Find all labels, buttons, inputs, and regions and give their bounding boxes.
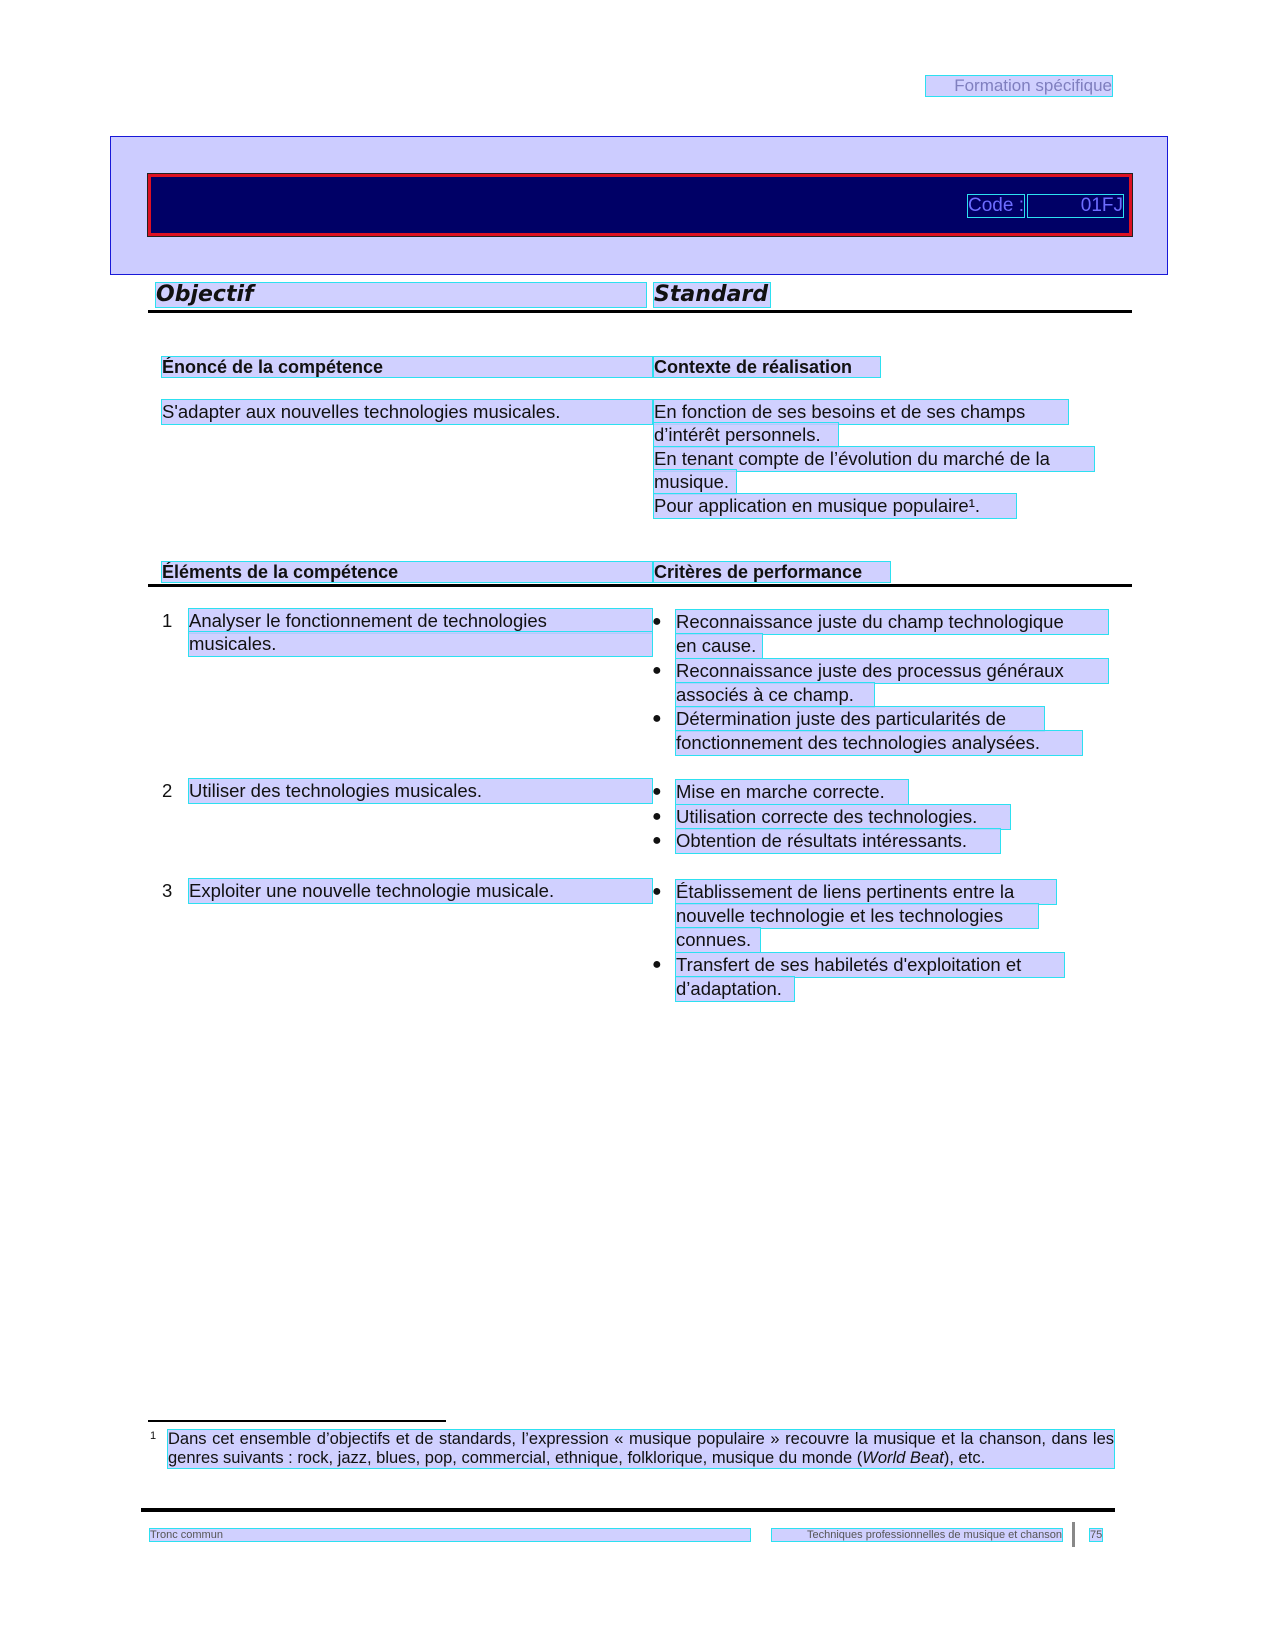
footer-left: Tronc commun — [150, 1529, 750, 1541]
footnote-separator — [148, 1420, 446, 1422]
bullet-icon: ● — [652, 613, 662, 630]
title-rule — [148, 310, 1132, 313]
contexte-line: musique. — [654, 470, 736, 494]
bullet-icon: ● — [652, 883, 662, 900]
footnote-italic: World Beat — [862, 1449, 944, 1467]
element-number: 1 — [162, 610, 173, 631]
criterion-line: Obtention de résultats intéressants. — [676, 829, 1000, 853]
element-text: musicales. — [189, 632, 652, 656]
footnote-text: Dans cet ensemble d’objectifs et de standards, l’expression « musique populaire » recouvre la musique et la chanson, dans les genres suivants : rock, jazz, blues, pop, commercial, ethnique, folklorique, musique du monde ( — [168, 1430, 1114, 1467]
element-text: Utiliser des technologies musicales. — [189, 779, 652, 803]
enonce-heading: Énoncé de la compétence — [162, 357, 652, 377]
contexte-heading: Contexte de réalisation — [654, 357, 880, 377]
element-text: Analyser le fonctionnement de technologies — [189, 609, 652, 633]
footnote-marker: 1 — [150, 1430, 157, 1442]
criterion-line: Reconnaissance juste des processus généraux — [676, 659, 1108, 683]
bullet-icon: ● — [652, 808, 662, 825]
bullet-icon: ● — [652, 710, 662, 727]
contexte-line: d’intérêt personnels. — [654, 423, 838, 447]
code-value: 01FJ — [1028, 195, 1123, 217]
criterion-line: Transfert de ses habiletés d'exploitation et — [676, 953, 1064, 977]
element-number: 2 — [162, 780, 173, 801]
bullet-icon: ● — [652, 662, 662, 679]
footer-divider — [1072, 1522, 1075, 1547]
standard-title: Standard — [654, 282, 769, 307]
bullet-icon: ● — [652, 832, 662, 849]
criterion-line: d’adaptation. — [676, 977, 794, 1001]
code-label: Code : — [968, 195, 1024, 216]
section-header: Formation spécifique — [926, 76, 1112, 96]
criterion-line: Utilisation correcte des technologies. — [676, 805, 1010, 829]
criterion-line: fonctionnement des technologies analysées. — [676, 731, 1082, 755]
footnote — [168, 1430, 1114, 1468]
page-number: 75 — [1090, 1529, 1103, 1541]
criterion-line: Établissement de liens pertinents entre la — [676, 880, 1056, 904]
footer-rule — [141, 1508, 1115, 1512]
footer-right: Techniques professionnelles de musique et chanson — [772, 1529, 1062, 1541]
elements-heading: Éléments de la compétence — [162, 562, 652, 582]
enonce-text: S'adapter aux nouvelles technologies musicales. — [162, 400, 652, 424]
criterion-line: connues. — [676, 928, 760, 952]
bullet-icon: ● — [652, 783, 662, 800]
objectif-title: Objectif — [156, 283, 646, 307]
contexte-line: Pour application en musique populaire¹. — [654, 494, 1016, 518]
criteres-heading: Critères de performance — [654, 562, 890, 582]
contexte-line: En tenant compte de l’évolution du marché de la — [654, 447, 1094, 471]
contexte-line: En fonction de ses besoins et de ses champs — [654, 400, 1068, 424]
criterion-line: en cause. — [676, 634, 762, 658]
criterion-line: Détermination juste des particularités de — [676, 707, 1044, 731]
footnote-text-end: ), etc. — [943, 1449, 986, 1467]
criterion-line: Reconnaissance juste du champ technologique — [676, 610, 1108, 634]
criterion-line: Mise en marche correcte. — [676, 780, 908, 804]
elements-rule — [148, 584, 1132, 587]
element-number: 3 — [162, 880, 173, 901]
element-text: Exploiter une nouvelle technologie musicale. — [189, 879, 652, 903]
criterion-line: nouvelle technologie et les technologies — [676, 904, 1038, 928]
bullet-icon: ● — [652, 956, 662, 973]
criterion-line: associés à ce champ. — [676, 683, 874, 707]
